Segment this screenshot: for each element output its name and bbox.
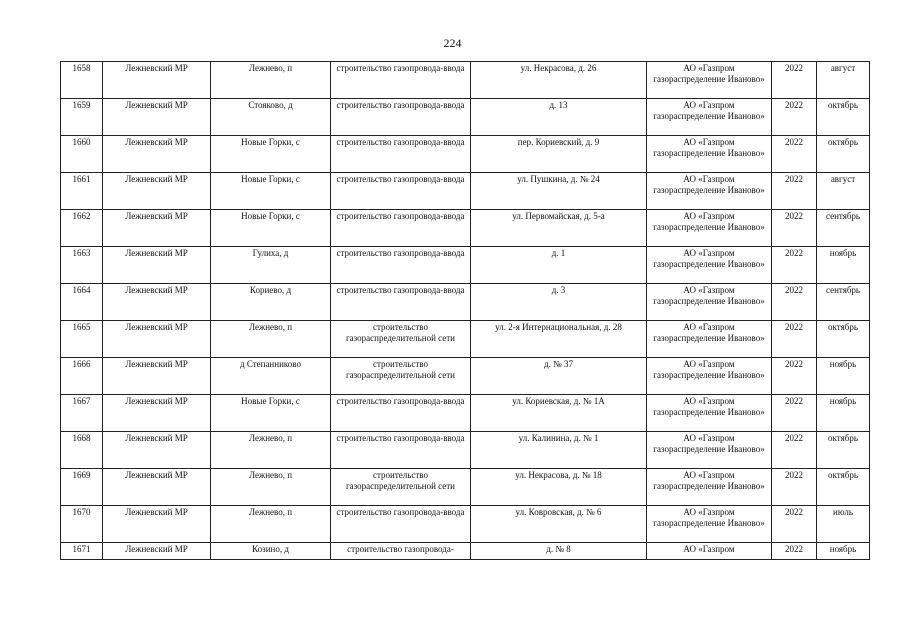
year-cell: 2022 xyxy=(772,358,817,395)
gasification-table xyxy=(60,61,870,560)
row-number-cell: 1658 xyxy=(61,62,103,99)
table-row xyxy=(61,543,870,560)
district-cell: Лежневский МР xyxy=(103,321,211,358)
settlement-cell: Стояково, д xyxy=(211,99,331,136)
row-number-cell: 1661 xyxy=(61,173,103,210)
settlement-cell: Лежнево, п xyxy=(211,432,331,469)
month-cell: август xyxy=(817,173,870,210)
organization-cell: АО «Газпром газораспределение Иваново» xyxy=(647,136,772,173)
district-cell: Лежневский МР xyxy=(103,543,211,560)
table-body xyxy=(61,62,870,560)
table-row xyxy=(61,173,870,210)
district-cell: Лежневский МР xyxy=(103,173,211,210)
address-cell: ул. Некрасова, д. № 18 xyxy=(471,469,647,506)
month-cell: октябрь xyxy=(817,469,870,506)
settlement-cell: д Степанниково xyxy=(211,358,331,395)
work-type-cell: строительство газопровода-ввода xyxy=(331,432,471,469)
month-cell: октябрь xyxy=(817,321,870,358)
district-cell: Лежневский МР xyxy=(103,62,211,99)
settlement-cell: Кориево, д xyxy=(211,284,331,321)
district-cell: Лежневский МР xyxy=(103,506,211,543)
year-cell: 2022 xyxy=(772,136,817,173)
month-cell: сентябрь xyxy=(817,284,870,321)
year-cell: 2022 xyxy=(772,432,817,469)
year-cell: 2022 xyxy=(772,395,817,432)
table-row xyxy=(61,432,870,469)
row-number-cell: 1671 xyxy=(61,543,103,560)
organization-cell: АО «Газпром газораспределение Иваново» xyxy=(647,99,772,136)
settlement-cell: Новые Горки, с xyxy=(211,210,331,247)
address-cell: ул. Некрасова, д. 26 xyxy=(471,62,647,99)
address-cell: ул. Первомайская, д. 5-а xyxy=(471,210,647,247)
year-cell: 2022 xyxy=(772,321,817,358)
table-row xyxy=(61,284,870,321)
table-row xyxy=(61,136,870,173)
table-row xyxy=(61,62,870,99)
page-number: 224 xyxy=(443,36,462,50)
work-type-cell: строительство газопровода-ввода xyxy=(331,99,471,136)
work-type-cell: строительство газопровода-ввода xyxy=(331,506,471,543)
year-cell: 2022 xyxy=(772,173,817,210)
district-cell: Лежневский МР xyxy=(103,284,211,321)
district-cell: Лежневский МР xyxy=(103,247,211,284)
work-type-cell: строительство газопровода- xyxy=(331,543,471,560)
settlement-cell: Лежнево, п xyxy=(211,321,331,358)
address-cell: ул. Ковровская, д. № 6 xyxy=(471,506,647,543)
table-row xyxy=(61,506,870,543)
settlement-cell: Козино, д xyxy=(211,543,331,560)
work-type-cell: строительство газопровода-ввода xyxy=(331,136,471,173)
month-cell: июль xyxy=(817,506,870,543)
month-cell: ноябрь xyxy=(817,395,870,432)
month-cell: ноябрь xyxy=(817,543,870,560)
work-type-cell: строительство газопровода-ввода xyxy=(331,62,471,99)
row-number-cell: 1659 xyxy=(61,99,103,136)
row-number-cell: 1666 xyxy=(61,358,103,395)
district-cell: Лежневский МР xyxy=(103,395,211,432)
table-row xyxy=(61,210,870,247)
month-cell: август xyxy=(817,62,870,99)
year-cell: 2022 xyxy=(772,62,817,99)
work-type-cell: строительство газораспределительной сети xyxy=(331,469,471,506)
month-cell: ноябрь xyxy=(817,247,870,284)
address-cell: ул. Пушкина, д. № 24 xyxy=(471,173,647,210)
district-cell: Лежневский МР xyxy=(103,358,211,395)
row-number-cell: 1665 xyxy=(61,321,103,358)
row-number-cell: 1662 xyxy=(61,210,103,247)
address-cell: ул. 2-я Интернациональная, д. 28 xyxy=(471,321,647,358)
month-cell: сентябрь xyxy=(817,210,870,247)
district-cell: Лежневский МР xyxy=(103,99,211,136)
year-cell: 2022 xyxy=(772,210,817,247)
work-type-cell: строительство газопровода-ввода xyxy=(331,247,471,284)
row-number-cell: 1664 xyxy=(61,284,103,321)
year-cell: 2022 xyxy=(772,99,817,136)
organization-cell: АО «Газпром газораспределение Иваново» xyxy=(647,432,772,469)
row-number-cell: 1660 xyxy=(61,136,103,173)
work-type-cell: строительство газопровода-ввода xyxy=(331,210,471,247)
month-cell: ноябрь xyxy=(817,358,870,395)
address-cell: д. 3 xyxy=(471,284,647,321)
row-number-cell: 1670 xyxy=(61,506,103,543)
year-cell: 2022 xyxy=(772,543,817,560)
year-cell: 2022 xyxy=(772,247,817,284)
row-number-cell: 1668 xyxy=(61,432,103,469)
work-type-cell: строительство газораспределительной сети xyxy=(331,321,471,358)
settlement-cell: Новые Горки, с xyxy=(211,136,331,173)
organization-cell: АО «Газпром газораспределение Иваново» xyxy=(647,358,772,395)
organization-cell: АО «Газпром газораспределение Иваново» xyxy=(647,210,772,247)
organization-cell: АО «Газпром xyxy=(647,543,772,560)
address-cell: ул. Калинина, д. № 1 xyxy=(471,432,647,469)
work-type-cell: строительство газопровода-ввода xyxy=(331,173,471,210)
table-row xyxy=(61,247,870,284)
address-cell: пер. Кориевский, д. 9 xyxy=(471,136,647,173)
year-cell: 2022 xyxy=(772,506,817,543)
work-type-cell: строительство газопровода-ввода xyxy=(331,395,471,432)
address-cell: д. 1 xyxy=(471,247,647,284)
table-row xyxy=(61,469,870,506)
organization-cell: АО «Газпром газораспределение Иваново» xyxy=(647,284,772,321)
organization-cell: АО «Газпром газораспределение Иваново» xyxy=(647,506,772,543)
table-row xyxy=(61,321,870,358)
district-cell: Лежневский МР xyxy=(103,136,211,173)
address-cell: ул. Кориевская, д. № 1А xyxy=(471,395,647,432)
settlement-cell: Новые Горки, с xyxy=(211,173,331,210)
district-cell: Лежневский МР xyxy=(103,432,211,469)
row-number-cell: 1663 xyxy=(61,247,103,284)
organization-cell: АО «Газпром газораспределение Иваново» xyxy=(647,469,772,506)
organization-cell: АО «Газпром газораспределение Иваново» xyxy=(647,62,772,99)
table-row xyxy=(61,395,870,432)
row-number-cell: 1669 xyxy=(61,469,103,506)
organization-cell: АО «Газпром газораспределение Иваново» xyxy=(647,395,772,432)
month-cell: октябрь xyxy=(817,432,870,469)
year-cell: 2022 xyxy=(772,284,817,321)
table-row xyxy=(61,358,870,395)
settlement-cell: Лежнево, п xyxy=(211,62,331,99)
address-cell: д. № 37 xyxy=(471,358,647,395)
organization-cell: АО «Газпром газораспределение Иваново» xyxy=(647,173,772,210)
settlement-cell: Лежнево, п xyxy=(211,469,331,506)
work-type-cell: строительство газопровода-ввода xyxy=(331,284,471,321)
address-cell: д. № 8 xyxy=(471,543,647,560)
organization-cell: АО «Газпром газораспределение Иваново» xyxy=(647,247,772,284)
district-cell: Лежневский МР xyxy=(103,469,211,506)
month-cell: октябрь xyxy=(817,136,870,173)
settlement-cell: Гулиха, д xyxy=(211,247,331,284)
row-number-cell: 1667 xyxy=(61,395,103,432)
year-cell: 2022 xyxy=(772,469,817,506)
settlement-cell: Новые Горки, с xyxy=(211,395,331,432)
work-type-cell: строительство газораспределительной сети xyxy=(331,358,471,395)
month-cell: октябрь xyxy=(817,99,870,136)
address-cell: д. 13 xyxy=(471,99,647,136)
district-cell: Лежневский МР xyxy=(103,210,211,247)
organization-cell: АО «Газпром газораспределение Иваново» xyxy=(647,321,772,358)
table-row xyxy=(61,99,870,136)
settlement-cell: Лежнево, п xyxy=(211,506,331,543)
